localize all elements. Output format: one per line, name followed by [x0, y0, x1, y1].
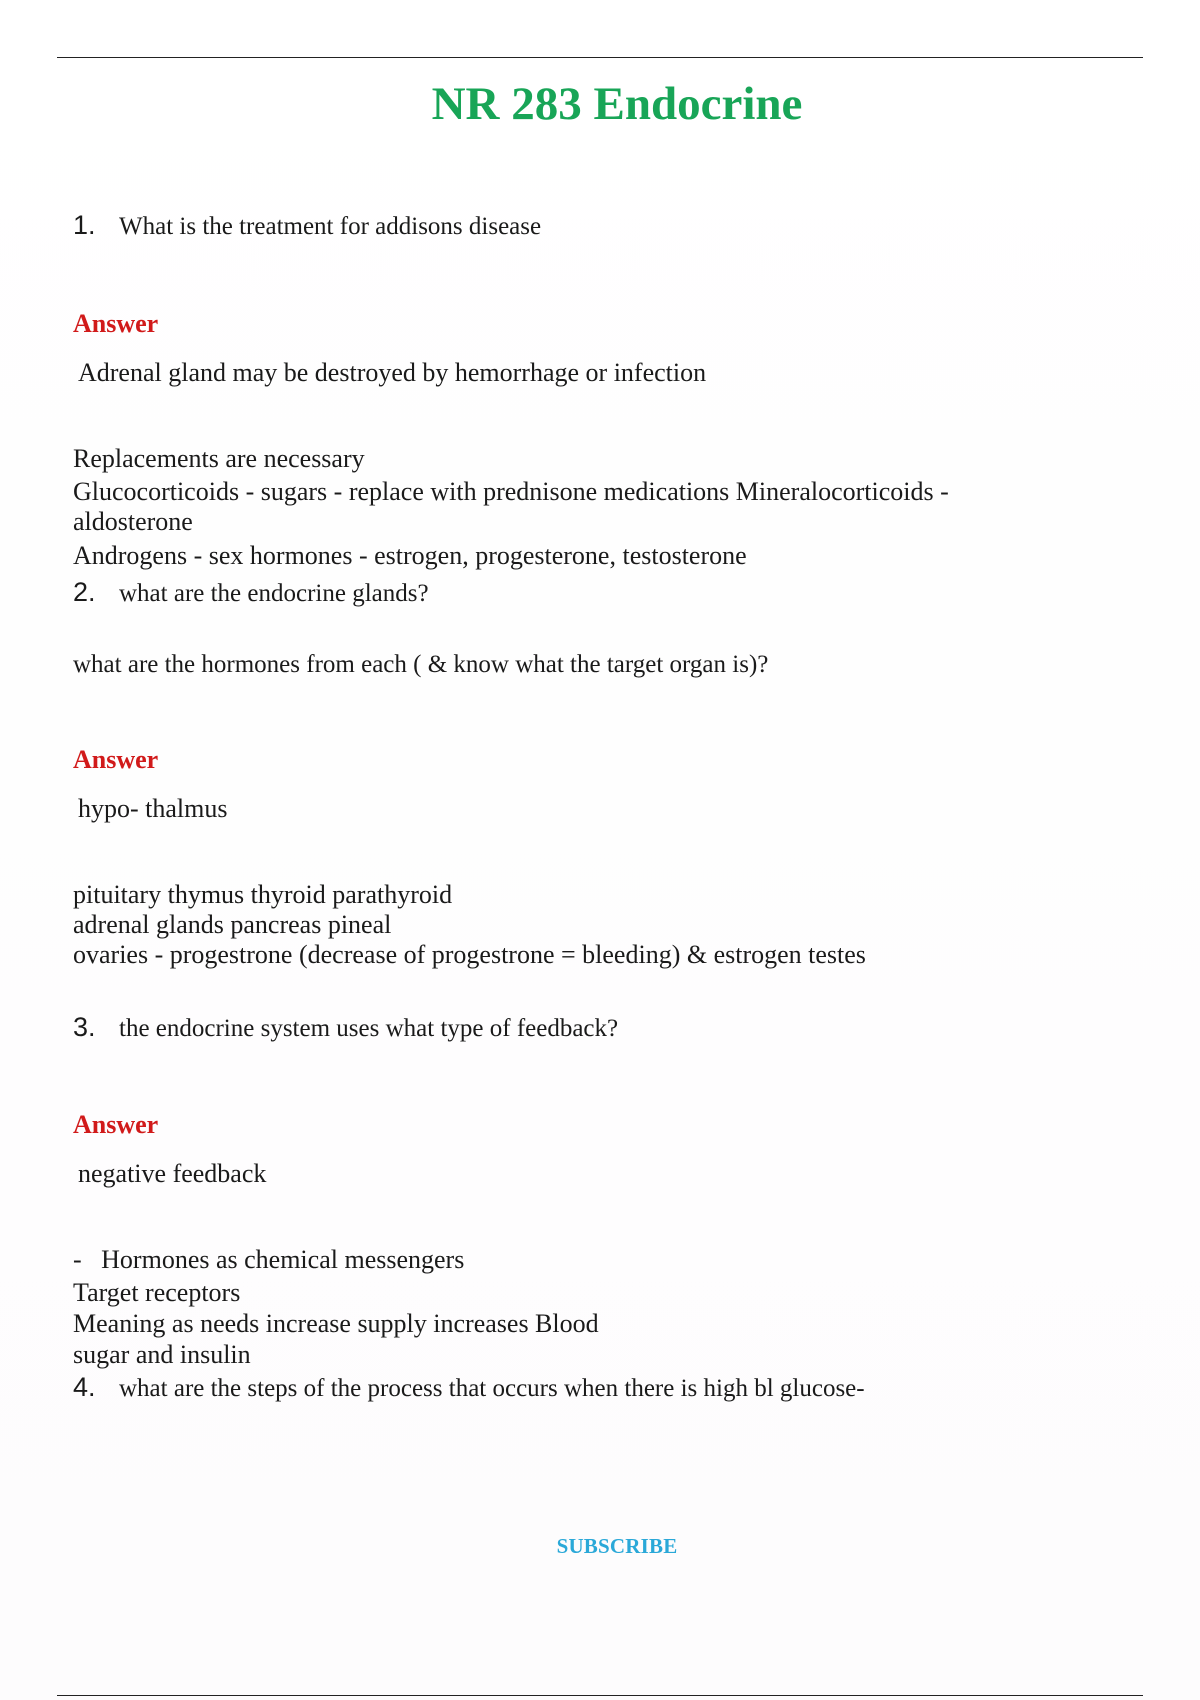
question-number: 4.: [73, 1372, 96, 1402]
question-text: what are the endocrine glands?: [119, 580, 429, 607]
document-title: NR 283 Endocrine: [431, 78, 803, 130]
answer-label: Answer: [73, 1110, 159, 1139]
bottom-rule: [57, 1695, 1143, 1696]
answer-line: ovaries - progestrone (decrease of progestrone = bleeding) & estrogen testes: [73, 940, 866, 969]
answer-line: Meaning as needs increase supply increases Blood: [73, 1309, 599, 1338]
question-number: 3.: [73, 1012, 96, 1042]
question-number: 1.: [73, 210, 96, 240]
question-text: the endocrine system uses what type of feedback?: [119, 1015, 619, 1042]
question-text: what are the steps of the process that occurs when there is high bl glucose-: [119, 1375, 865, 1402]
question-number: 2.: [73, 577, 96, 607]
answer-text: negative feedback: [78, 1159, 267, 1188]
question-subtext: what are the hormones from each ( & know what the target organ is)?: [73, 651, 769, 678]
top-rule: [57, 57, 1143, 58]
answer-line: pituitary thymus thyroid parathyroid: [73, 880, 453, 909]
answer-text: Adrenal gland may be destroyed by hemorrhage or infection: [78, 358, 707, 387]
answer-line: Androgens - sex hormones - estrogen, progesterone, testosterone: [73, 541, 747, 570]
answer-text: hypo- thalmus: [78, 794, 228, 823]
answer-line: Target receptors: [73, 1278, 241, 1307]
answer-line: adrenal glands pancreas pineal: [73, 910, 392, 939]
answer-label: Answer: [73, 309, 159, 338]
question-text: What is the treatment for addisons disease: [119, 213, 542, 240]
answer-line: Glucocorticoids - sugars - replace with prednisone medications Mineralocorticoids -: [73, 477, 949, 506]
answer-line: aldosterone: [73, 507, 193, 536]
subscribe-link[interactable]: SUBSCRIBE: [556, 1534, 678, 1558]
answer-label: Answer: [73, 745, 159, 774]
answer-line: sugar and insulin: [73, 1340, 251, 1369]
answer-line: - Hormones as chemical messengers: [73, 1245, 465, 1274]
answer-line: Replacements are necessary: [73, 444, 365, 473]
